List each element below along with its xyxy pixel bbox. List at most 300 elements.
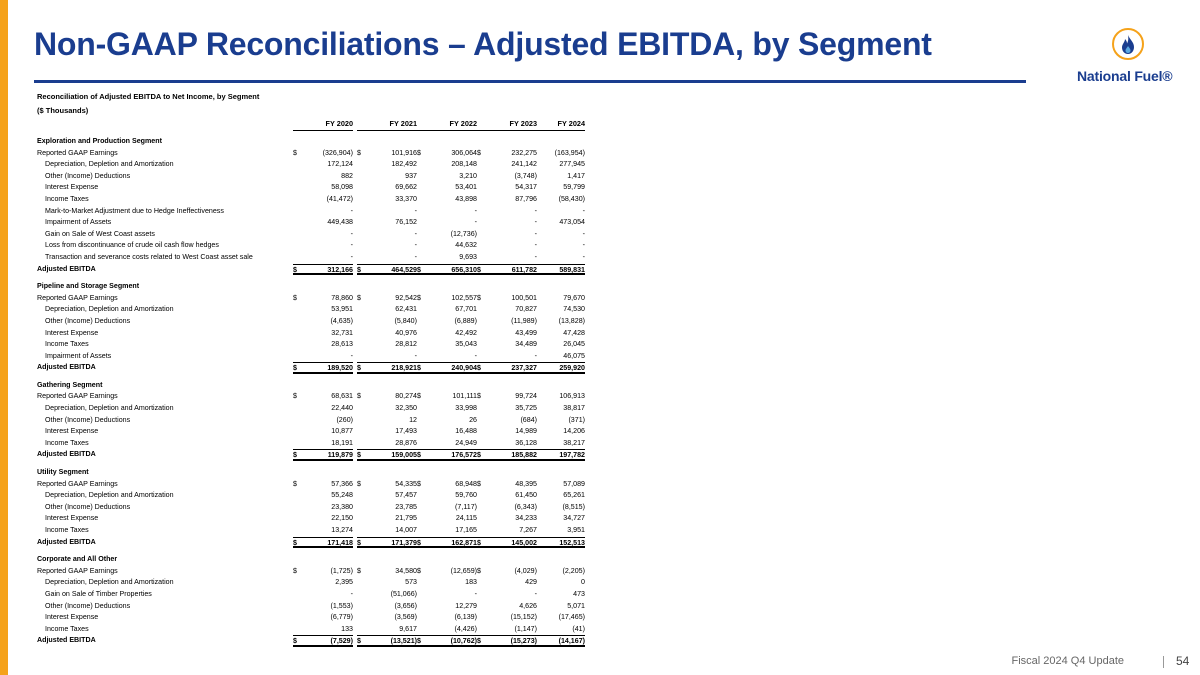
table-cell — [293, 415, 353, 427]
table-cell — [293, 438, 353, 450]
currency-symbol: $ — [477, 265, 481, 274]
cell-value: 74,530 — [563, 305, 585, 314]
table-cell — [417, 589, 477, 601]
page-number: 54 — [1176, 654, 1190, 668]
cell-value: 449,438 — [327, 218, 353, 227]
table-row — [37, 252, 597, 264]
table-cell — [525, 293, 585, 305]
row-label: Income Taxes — [45, 624, 89, 633]
row-label: Gain on Sale of Timber Properties — [45, 589, 152, 598]
cell-value: 32,350 — [395, 404, 417, 413]
table-cell — [293, 217, 353, 229]
cell-value: - — [534, 218, 537, 227]
row-label: Adjusted EBITDA — [37, 636, 96, 645]
table-cell — [357, 537, 417, 549]
cell-value: - — [474, 218, 477, 227]
currency-symbol: $ — [477, 637, 481, 646]
row-label: Loss from discontinuance of crude oil cash flow hedges — [45, 241, 219, 250]
table-cell — [293, 159, 353, 171]
cell-value: 100,501 — [511, 293, 537, 302]
table-cell — [357, 525, 417, 537]
cell-value: (11,989) — [511, 316, 537, 325]
cell-value: - — [350, 241, 353, 250]
cell-value: - — [474, 351, 477, 360]
cell-value: 32,731 — [331, 328, 353, 337]
table-row — [37, 438, 597, 450]
cell-value: 4,626 — [519, 601, 537, 610]
table-cell — [417, 635, 477, 647]
row-label: Depreciation, Depletion and Amortization — [45, 404, 174, 413]
section-header — [37, 380, 597, 392]
section-header — [37, 467, 597, 479]
total-row — [37, 537, 597, 549]
table-cell — [417, 513, 477, 525]
cell-value: 57,089 — [563, 479, 585, 488]
table-cell — [293, 316, 353, 328]
cell-value: (1,147) — [514, 624, 537, 633]
cell-value: 2,395 — [335, 578, 353, 587]
section-name: Pipeline and Storage Segment — [37, 282, 140, 291]
table-cell — [525, 502, 585, 514]
cell-value: (326,904) — [322, 148, 353, 157]
cell-value: - — [474, 206, 477, 215]
table-cell — [525, 403, 585, 415]
total-row — [37, 449, 597, 461]
table-cell — [293, 525, 353, 537]
currency-symbol: $ — [417, 479, 421, 488]
cell-value: 59,760 — [455, 491, 477, 500]
cell-value: (7,529) — [330, 637, 353, 646]
currency-symbol: $ — [477, 451, 481, 460]
company-logo — [1072, 26, 1192, 90]
row-label: Interest Expense — [45, 613, 99, 622]
cell-value: 237,327 — [511, 364, 537, 373]
cell-value: 43,499 — [515, 328, 537, 337]
row-label: Depreciation, Depletion and Amortization — [45, 491, 174, 500]
table-row — [37, 566, 597, 578]
currency-symbol: $ — [357, 637, 361, 646]
table-cell — [357, 293, 417, 305]
section-name: Exploration and Production Segment — [37, 137, 162, 145]
cell-value: 185,882 — [511, 451, 537, 460]
table-cell — [293, 635, 353, 647]
table-cell — [417, 316, 477, 328]
currency-symbol: $ — [293, 538, 297, 547]
footer-text: Fiscal 2024 Q4 Update — [1011, 655, 1124, 667]
cell-value: (1,725) — [330, 566, 353, 575]
table-cell — [525, 240, 585, 252]
cell-value: 80,274 — [395, 392, 417, 401]
table-row — [37, 240, 597, 252]
table-row — [37, 426, 597, 438]
cell-value: 106,913 — [559, 392, 585, 401]
cell-value: - — [582, 241, 585, 250]
row-label: Interest Expense — [45, 183, 99, 192]
table-cell — [417, 182, 477, 194]
table-row — [37, 171, 597, 183]
cell-value: (58,430) — [558, 194, 585, 203]
cell-value: 57,457 — [395, 491, 417, 500]
table-row — [37, 304, 597, 316]
table-cell — [293, 252, 353, 264]
cell-value: 162,871 — [451, 538, 477, 547]
table-cell — [525, 589, 585, 601]
cell-value: (12,659) — [450, 566, 477, 575]
cell-value: 38,217 — [563, 438, 585, 447]
cell-value: (1,553) — [330, 601, 353, 610]
table-cell — [417, 415, 477, 427]
currency-symbol: $ — [477, 566, 481, 575]
cell-value: (163,954) — [554, 148, 585, 157]
cell-value: 3,951 — [567, 526, 585, 534]
table-body — [37, 136, 597, 647]
table-cell — [293, 513, 353, 525]
cell-value: 87,796 — [515, 194, 537, 203]
accent-bar — [0, 0, 8, 675]
table-row — [37, 479, 597, 491]
row-label: Depreciation, Depletion and Amortization — [45, 305, 174, 314]
table-cell — [293, 403, 353, 415]
table-cell — [525, 339, 585, 351]
cell-value: 62,431 — [395, 305, 417, 314]
cell-value: (41,472) — [326, 194, 353, 203]
cell-value: 35,725 — [515, 404, 537, 413]
cell-value: - — [414, 229, 417, 238]
table-cell — [414, 229, 477, 241]
cell-value: - — [414, 241, 417, 250]
table-cell — [293, 612, 353, 624]
currency-symbol: $ — [357, 148, 361, 157]
currency-symbol: $ — [417, 265, 421, 274]
cell-value: 133 — [341, 624, 353, 633]
table-cell — [357, 304, 417, 316]
cell-value: 35,043 — [455, 340, 477, 349]
cell-value: 16,488 — [455, 427, 477, 436]
cell-value: 99,724 — [515, 392, 537, 401]
table-cell — [293, 206, 353, 218]
currency-symbol: $ — [357, 265, 361, 274]
cell-value: 197,782 — [559, 451, 585, 460]
cell-value: (8,515) — [562, 502, 585, 511]
table-cell — [525, 171, 585, 183]
cell-value: - — [534, 206, 537, 215]
cell-value: (17,465) — [558, 613, 585, 622]
table-cell — [525, 415, 585, 427]
table-cell — [357, 182, 417, 194]
cell-value: 241,142 — [511, 160, 537, 169]
section-name: Corporate and All Other — [37, 555, 118, 564]
cell-value: (13,521) — [390, 637, 417, 646]
table-cell — [417, 612, 477, 624]
table-cell — [525, 525, 585, 537]
table-cell — [357, 612, 417, 624]
section-header — [37, 281, 597, 293]
table-row — [37, 601, 597, 613]
cell-value: 176,572 — [451, 451, 477, 460]
cell-value: 7,267 — [519, 526, 537, 534]
table-cell — [357, 159, 417, 171]
cell-value: 57,366 — [331, 479, 353, 488]
table-cell — [293, 304, 353, 316]
cell-value: 9,617 — [399, 624, 417, 633]
title-divider — [34, 80, 1026, 83]
cell-value: 24,949 — [455, 438, 477, 447]
cell-value: 14,989 — [515, 427, 537, 436]
currency-symbol: $ — [293, 265, 297, 274]
cell-value: 28,613 — [331, 340, 353, 349]
table-cell — [357, 362, 417, 374]
cell-value: 10,877 — [331, 427, 353, 436]
currency-symbol: $ — [477, 538, 481, 547]
table-cell — [357, 635, 417, 647]
cell-value: - — [534, 589, 537, 598]
cell-value: - — [350, 589, 353, 598]
cell-value: (51,066) — [390, 589, 417, 598]
currency-symbol: $ — [477, 479, 481, 488]
table-cell — [525, 217, 585, 229]
cell-value: - — [414, 252, 417, 261]
table-cell — [417, 217, 477, 229]
table-cell — [417, 171, 477, 183]
cell-value: 26,045 — [563, 340, 585, 349]
table-row — [37, 403, 597, 415]
cell-value: 33,998 — [455, 404, 477, 413]
row-label: Income Taxes — [45, 340, 89, 349]
cell-value: 23,785 — [395, 502, 417, 511]
table-cell — [293, 328, 353, 340]
table-cell — [357, 229, 417, 241]
table-cell — [293, 449, 353, 461]
table-cell — [525, 206, 585, 218]
cell-value: (3,569) — [394, 613, 417, 622]
row-label: Impairment of Assets — [45, 218, 112, 227]
table-cell — [357, 351, 417, 363]
cell-value: 92,542 — [395, 293, 417, 302]
cell-value: 17,165 — [455, 526, 477, 534]
cell-value: (6,779) — [330, 613, 353, 622]
table-cell — [525, 537, 585, 549]
table-cell — [414, 351, 477, 363]
cell-value: - — [534, 241, 537, 250]
currency-symbol: $ — [417, 451, 421, 460]
row-label: Other (Income) Deductions — [45, 502, 131, 511]
cell-value: 28,876 — [395, 438, 417, 447]
table-cell — [293, 577, 353, 589]
table-cell — [357, 490, 417, 502]
table-cell — [417, 264, 477, 276]
table-cell — [525, 252, 585, 264]
cell-value: 119,879 — [327, 451, 353, 460]
cell-value: 152,513 — [559, 538, 585, 547]
table-cell — [357, 601, 417, 613]
table-cell — [357, 479, 417, 491]
cell-value: - — [350, 206, 353, 215]
table-cell — [417, 362, 477, 374]
table-cell — [417, 304, 477, 316]
cell-value: 34,727 — [563, 514, 585, 523]
cell-value: 33,370 — [395, 194, 417, 203]
cell-value: 312,166 — [327, 265, 353, 274]
column-headers — [37, 118, 597, 130]
currency-symbol: $ — [293, 364, 297, 373]
column-header: FY 2020 — [293, 118, 353, 131]
cell-value: - — [534, 229, 537, 238]
table-cell — [293, 391, 353, 403]
table-cell — [293, 194, 353, 206]
slide-title: Non-GAAP Reconciliations – Adjusted EBITDA, by Segment — [34, 26, 932, 62]
cell-value: 656,310 — [451, 265, 477, 274]
cell-value: 28,812 — [395, 340, 417, 349]
row-label: Adjusted EBITDA — [37, 264, 96, 273]
table-cell — [293, 537, 353, 549]
row-label: Depreciation, Depletion and Amortization — [45, 160, 174, 169]
cell-value: - — [474, 589, 477, 598]
table-cell — [357, 426, 417, 438]
table-cell — [525, 601, 585, 613]
currency-symbol: $ — [417, 392, 421, 401]
cell-value: 43,898 — [455, 194, 477, 203]
table-cell — [357, 339, 417, 351]
cell-value: 12 — [409, 415, 417, 424]
cell-value: 22,150 — [331, 514, 353, 523]
currency-symbol: $ — [293, 566, 297, 575]
cell-value: (4,029) — [514, 566, 537, 575]
row-label: Reported GAAP Earnings — [37, 148, 118, 157]
table-cell — [414, 240, 477, 252]
table-heading: Reconciliation of Adjusted EBITDA to Net Income, by Segment — [37, 92, 260, 101]
cell-value: 23,380 — [331, 502, 353, 511]
row-label: Income Taxes — [45, 194, 89, 203]
table-cell — [357, 264, 417, 276]
table-cell — [417, 490, 477, 502]
table-cell — [357, 217, 417, 229]
cell-value: 40,976 — [395, 328, 417, 337]
table-cell — [417, 194, 477, 206]
cell-value: 76,152 — [395, 218, 417, 227]
total-row — [37, 264, 597, 276]
cell-value: 69,662 — [395, 183, 417, 192]
currency-symbol: $ — [293, 637, 297, 646]
cell-value: 68,948 — [455, 479, 477, 488]
row-label: Income Taxes — [45, 438, 89, 447]
table-row — [37, 316, 597, 328]
table-row — [37, 159, 597, 171]
table-cell — [417, 624, 477, 636]
cell-value: 473,054 — [559, 218, 585, 227]
row-label: Other (Income) Deductions — [45, 415, 131, 424]
cell-value: 882 — [341, 171, 353, 180]
table-cell — [417, 502, 477, 514]
table-cell — [293, 182, 353, 194]
currency-symbol: $ — [357, 364, 361, 373]
cell-value: 14,007 — [395, 526, 417, 534]
table-cell — [417, 537, 477, 549]
table-row — [37, 624, 597, 636]
table-row — [37, 351, 597, 363]
table-cell — [525, 566, 585, 578]
cell-value: 232,275 — [511, 148, 537, 157]
table-cell — [293, 426, 353, 438]
cell-value: (15,152) — [510, 613, 537, 622]
cell-value: 18,191 — [331, 438, 353, 447]
table-row — [37, 339, 597, 351]
currency-symbol: $ — [477, 148, 481, 157]
table-cell — [293, 479, 353, 491]
table-cell — [417, 577, 477, 589]
table-cell — [525, 304, 585, 316]
table-cell — [525, 316, 585, 328]
table-row — [37, 415, 597, 427]
reconciliation-table — [37, 90, 597, 647]
cell-value: - — [414, 206, 417, 215]
table-row — [37, 229, 597, 241]
cell-value: 0 — [581, 578, 585, 587]
currency-symbol: $ — [293, 293, 297, 302]
cell-value: 464,529 — [391, 265, 417, 274]
table-cell — [417, 148, 477, 160]
cell-value: 101,916 — [391, 148, 417, 157]
cell-value: 78,860 — [331, 293, 353, 302]
table-cell — [293, 351, 353, 363]
cell-value: (3,748) — [514, 171, 537, 180]
table-row — [37, 513, 597, 525]
row-label: Adjusted EBITDA — [37, 450, 96, 459]
table-cell — [417, 449, 477, 461]
cell-value: 240,904 — [451, 364, 477, 373]
currency-symbol: $ — [293, 479, 297, 488]
currency-symbol: $ — [417, 637, 421, 646]
cell-value: 145,002 — [511, 538, 537, 547]
cell-value: 171,379 — [391, 538, 417, 547]
row-label: Income Taxes — [45, 526, 89, 534]
table-cell — [525, 490, 585, 502]
cell-value: (41) — [572, 624, 585, 633]
table-cell — [417, 426, 477, 438]
currency-symbol: $ — [477, 364, 481, 373]
cell-value: 44,632 — [455, 241, 477, 250]
cell-value: 38,817 — [563, 404, 585, 413]
cell-value: 102,557 — [451, 293, 477, 302]
cell-value: 12,279 — [455, 601, 477, 610]
table-cell — [525, 612, 585, 624]
cell-value: 611,782 — [511, 265, 537, 274]
table-cell — [417, 438, 477, 450]
section-name: Utility Segment — [37, 468, 89, 477]
cell-value: (7,117) — [455, 502, 477, 511]
table-cell — [357, 316, 417, 328]
cell-value: (2,205) — [562, 566, 585, 575]
cell-value: 53,951 — [331, 305, 353, 314]
currency-symbol: $ — [293, 148, 297, 157]
cell-value: 5,071 — [567, 601, 585, 610]
currency-symbol: $ — [417, 538, 421, 547]
currency-symbol: $ — [357, 293, 361, 302]
table-cell — [293, 502, 353, 514]
cell-value: 1,417 — [567, 171, 585, 180]
total-row — [37, 362, 597, 374]
table-row — [37, 577, 597, 589]
table-cell — [293, 339, 353, 351]
cell-value: 189,520 — [327, 364, 353, 373]
table-cell — [525, 513, 585, 525]
table-cell — [525, 148, 585, 160]
table-cell — [293, 362, 353, 374]
row-label: Reported GAAP Earnings — [37, 479, 118, 488]
table-cell — [417, 479, 477, 491]
cell-value: - — [350, 351, 353, 360]
table-cell — [414, 252, 477, 264]
cell-value: 573 — [405, 578, 417, 587]
